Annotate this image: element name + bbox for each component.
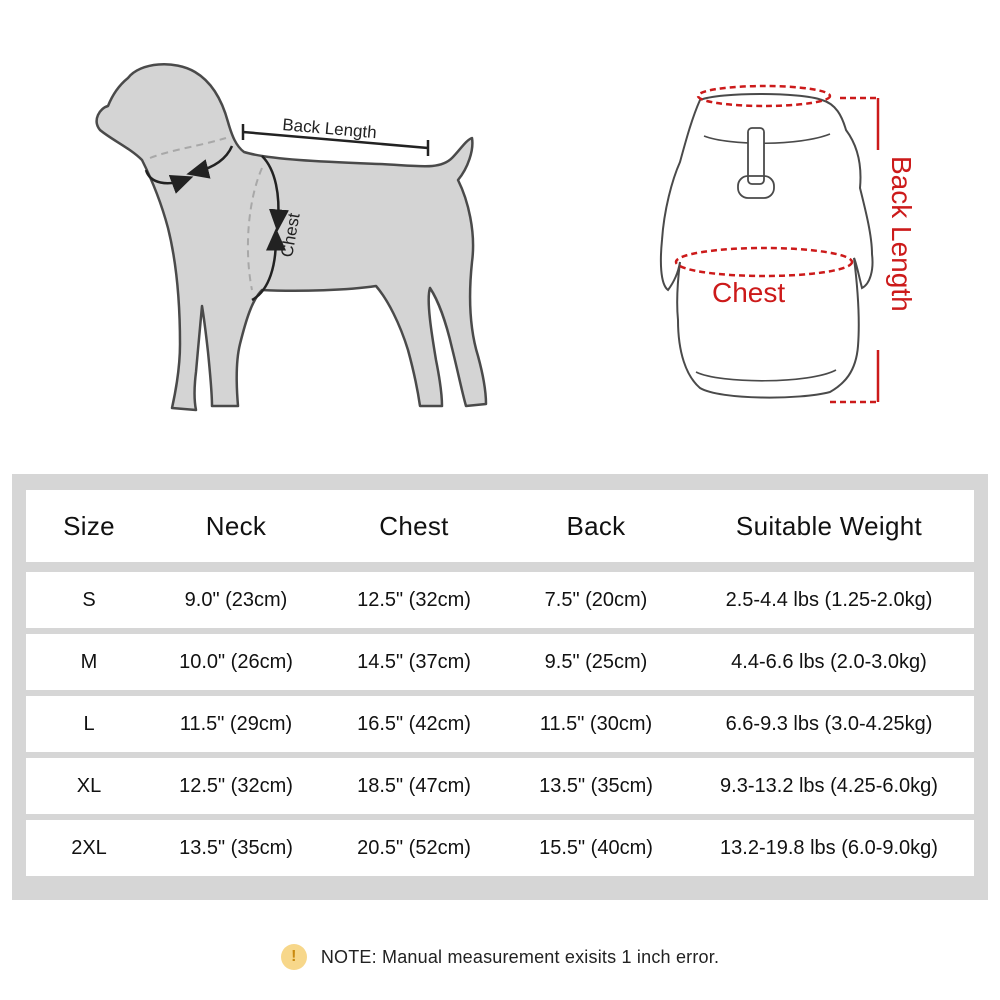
table-row bbox=[26, 820, 974, 876]
cell-chest: 20.5" (52cm) bbox=[357, 836, 471, 859]
header-size: Size bbox=[63, 510, 115, 541]
dog-chest-label: Chest bbox=[277, 211, 304, 259]
cell-back: 11.5" (30cm) bbox=[539, 712, 653, 735]
cell-neck: 11.5" (29cm) bbox=[179, 712, 293, 735]
garment-outline bbox=[661, 94, 873, 398]
cell-size: XL bbox=[76, 774, 102, 797]
dog-figure bbox=[97, 64, 486, 410]
header-chest: Chest bbox=[379, 510, 449, 541]
dog-back-length-label: Back Length bbox=[281, 115, 378, 143]
cell-back: 15.5" (40cm) bbox=[539, 836, 653, 859]
exclamation-icon: ! bbox=[281, 944, 307, 970]
table-row bbox=[26, 572, 974, 628]
cell-suitable-weight: 9.3-13.2 lbs (4.25-6.0kg) bbox=[720, 774, 938, 797]
cell-neck: 9.0" (23cm) bbox=[184, 588, 288, 611]
table-header-row bbox=[26, 490, 974, 562]
cell-suitable-weight: 13.2-19.8 lbs (6.0-9.0kg) bbox=[720, 836, 938, 859]
cell-suitable-weight: 6.6-9.3 lbs (3.0-4.25kg) bbox=[725, 712, 933, 735]
cell-chest: 12.5" (32cm) bbox=[357, 588, 471, 611]
garment-chest-label: Chest bbox=[712, 277, 786, 308]
cell-size: 2XL bbox=[71, 836, 107, 859]
table-row bbox=[26, 696, 974, 752]
cell-suitable-weight: 4.4-6.6 lbs (2.0-3.0kg) bbox=[731, 650, 927, 673]
garment-figure bbox=[661, 86, 917, 402]
size-chart-table bbox=[12, 474, 988, 900]
cell-suitable-weight: 2.5-4.4 lbs (1.25-2.0kg) bbox=[725, 588, 933, 611]
header-suitable-weight: Suitable Weight bbox=[735, 510, 923, 541]
cell-neck: 13.5" (35cm) bbox=[179, 836, 293, 859]
note-text: NOTE: Manual measurement exisits 1 inch error. bbox=[320, 946, 720, 967]
table-row bbox=[26, 758, 974, 814]
measurement-note bbox=[0, 942, 1000, 972]
cell-chest: 16.5" (42cm) bbox=[357, 712, 471, 735]
cell-back: 7.5" (20cm) bbox=[544, 588, 648, 611]
cell-size: M bbox=[80, 650, 98, 673]
header-neck: Neck bbox=[205, 510, 267, 541]
cell-neck: 12.5" (32cm) bbox=[179, 774, 293, 797]
measurement-illustrations bbox=[0, 0, 1000, 460]
cell-back: 13.5" (35cm) bbox=[539, 774, 653, 797]
table-row bbox=[26, 634, 974, 690]
cell-chest: 18.5" (47cm) bbox=[357, 774, 471, 797]
cell-back: 9.5" (25cm) bbox=[544, 650, 648, 673]
cell-size: S bbox=[82, 588, 96, 611]
cell-chest: 14.5" (37cm) bbox=[357, 650, 471, 673]
header-back: Back bbox=[566, 510, 626, 541]
garment-back-length-label: Back Length bbox=[886, 156, 917, 312]
cell-size: L bbox=[83, 712, 95, 735]
cell-neck: 10.0" (26cm) bbox=[179, 650, 293, 673]
